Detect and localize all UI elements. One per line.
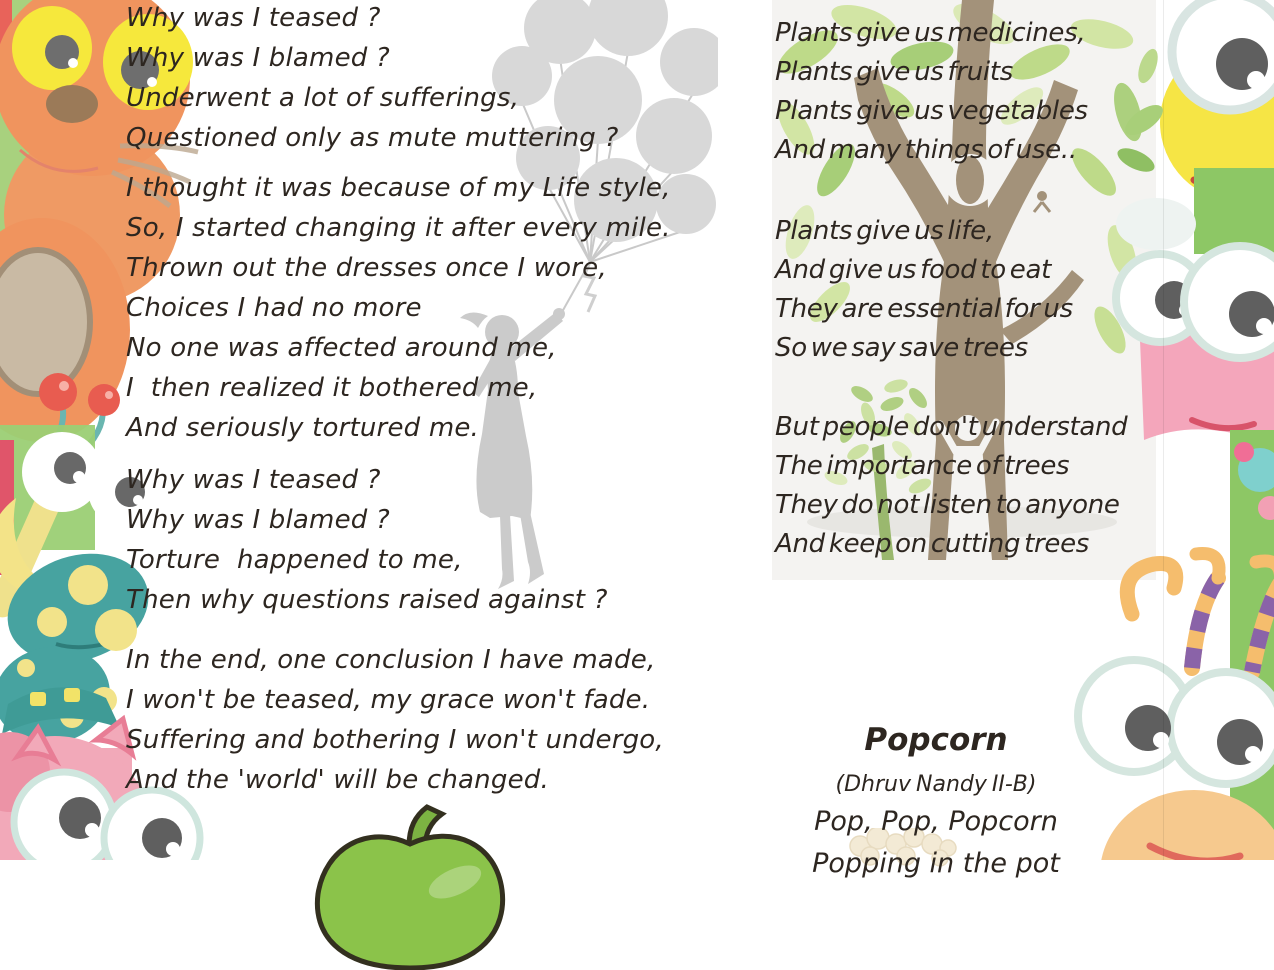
cloud-blob [1116,198,1196,250]
poem-line: Thrown out the dresses once I wore, [126,253,607,283]
poem-line: And the 'world' will be changed. [126,765,549,795]
stanza [775,408,1127,564]
poem-line: Plants give us medicines, [775,18,1086,48]
poem-line: They do not listen to anyone [775,490,1120,520]
stanza [126,460,671,620]
green-patch [1194,168,1274,254]
poem-line: Plants give us fruits [775,57,1013,87]
poem-line: Suffering and bothering I won't undergo, [126,725,664,755]
poem-line: Plants give us life, [775,216,994,246]
poem-line: Underwent a lot of sufferings, [126,83,520,113]
googly-eyes-pink-icon [1116,246,1274,446]
teased-poem [126,0,671,800]
stanza [775,14,1127,170]
poem-line: Torture happened to me, [126,545,463,575]
poem-line-partial: Popping in the pot [812,848,1060,879]
poem-line: And give us food to eat [775,255,1052,285]
poem-line: They are essential for us [775,294,1073,324]
poem-line: No one was affected around me, [126,333,557,363]
poem-line: So we say save trees [775,333,1028,363]
stanza [126,168,671,448]
stanza [775,212,1127,368]
page-seam [1163,0,1164,860]
poem-line: Choices I had no more [126,293,422,323]
apple-icon [305,800,515,970]
poem-line: And seriously tortured me. [126,413,480,443]
stanza [126,0,671,158]
poem-line: In the end, one conclusion I have made, [126,645,656,675]
poem-line: Why was I teased ? [126,3,381,33]
stanza [126,640,671,800]
poem-line: Why was I blamed ? [126,43,390,73]
poem-line: Then why questions raised against ? [126,585,608,615]
plants-poem [775,14,1127,564]
popcorn-author: (Dhruv Nandy II-B) [835,772,1037,797]
poem-line: And many things of use.. [775,135,1077,165]
popcorn-title: Popcorn [864,722,1008,758]
poem-line: And keep on cutting trees [775,529,1090,559]
poem-line: Why was I teased ? [126,465,381,495]
poem-line: I won't be teased, my grace won't fade. [126,685,651,715]
poem-line: I then realized it bothered me, [126,373,538,403]
caterpillar-icon [1078,545,1274,860]
flowers-icon [1230,430,1274,560]
poem-line: So, I started changing it after every mile. [126,213,671,243]
poem-line: Plants give us vegetables [775,96,1088,126]
poem-line: But people don't understand [775,412,1128,442]
poem-line: Questioned only as mute muttering ? [126,123,619,153]
poem-line: The importance of trees [775,451,1070,481]
poem-line: Why was I blamed ? [126,505,390,535]
poem-line: Pop, Pop, Popcorn [814,806,1058,837]
poem-line: I thought it was because of my Life style, [126,173,671,203]
